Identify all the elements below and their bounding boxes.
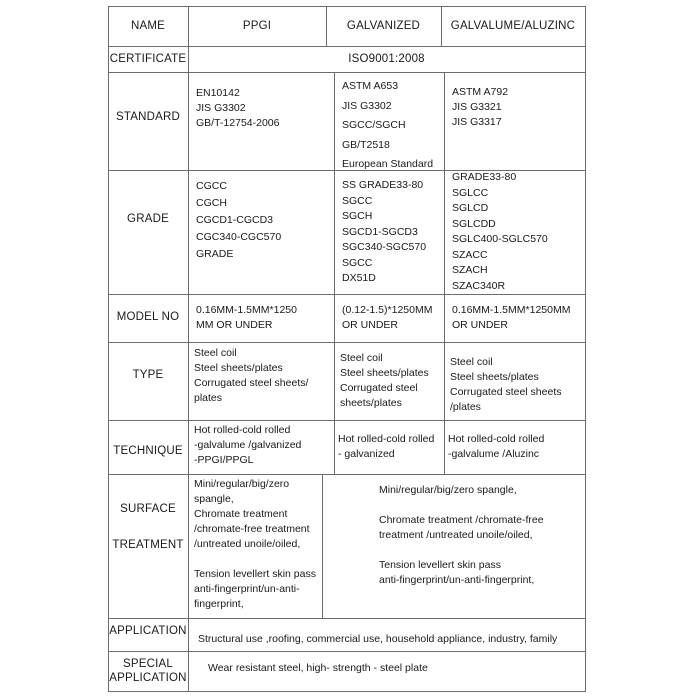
technique-galvalume-line: Hot rolled-cold rolled bbox=[448, 433, 545, 445]
surface-ppgi-line: fingerprint, bbox=[194, 598, 244, 610]
certificate-label: CERTIFICATE bbox=[109, 53, 187, 65]
model-galvalume bbox=[452, 303, 570, 333]
grade-galvanized-line: SGCH bbox=[342, 210, 373, 222]
surface-ppgi-line: anti-fingerprint/un-anti- bbox=[194, 583, 300, 595]
grid-line bbox=[108, 72, 586, 73]
header-name: NAME bbox=[130, 20, 166, 32]
type-galvanized-line: Corrugated steel bbox=[340, 382, 418, 394]
technique-ppgi-line: Hot rolled-cold rolled bbox=[194, 424, 291, 436]
grade-ppgi-line: CGCC bbox=[196, 180, 227, 192]
type-galvanized-line: Steel coil bbox=[340, 352, 383, 364]
type-galvalume-line: Steel coil bbox=[450, 356, 493, 368]
grade-galvalume-line: SGLC400-SGLC570 bbox=[452, 233, 548, 245]
surface-ppgi-line bbox=[194, 552, 316, 567]
standard-ppgi bbox=[196, 86, 279, 131]
grid-line bbox=[108, 6, 109, 692]
certificate-value: ISO9001:2008 bbox=[348, 53, 425, 65]
surface-shared-line bbox=[379, 543, 544, 558]
grade-ppgi-line: CGCH bbox=[196, 197, 227, 209]
technique-galvanized-line: Hot rolled-cold rolled bbox=[338, 433, 435, 445]
standard-galvalume-line: JIS G3317 bbox=[452, 116, 502, 128]
model-galvanized bbox=[342, 303, 432, 333]
grid-line bbox=[444, 72, 445, 474]
technique-label: TECHNIQUE bbox=[113, 445, 183, 457]
standard-galvanized-line: ASTM A653 bbox=[342, 80, 399, 92]
grade-ppgi bbox=[196, 178, 281, 263]
technique-ppgi-line: -galvalume /galvanized bbox=[194, 439, 302, 451]
special-value: Wear resistant steel, high- strength - steel plate bbox=[208, 662, 428, 674]
type-galvanized-line: Steel sheets/plates bbox=[340, 367, 429, 379]
type-ppgi-line: Corrugated steel sheets/ bbox=[194, 377, 309, 389]
type-ppgi bbox=[194, 346, 308, 406]
grade-label: GRADE bbox=[127, 213, 169, 225]
grid-line bbox=[188, 6, 189, 692]
grid-line bbox=[108, 691, 586, 692]
grade-galvalume-line: GRADE33-80 bbox=[452, 171, 517, 183]
type-galvalume-line: /plates bbox=[450, 401, 481, 413]
standard-galvalume-line: ASTM A792 bbox=[452, 86, 509, 98]
standard-galvalume bbox=[452, 85, 508, 130]
grade-galvalume-line: SGLCC bbox=[452, 186, 489, 199]
grade-galvanized bbox=[342, 178, 426, 287]
type-galvalume bbox=[450, 355, 561, 415]
grade-galvanized-line: DX51D bbox=[342, 272, 376, 284]
grid-line bbox=[108, 6, 586, 7]
type-label: TYPE bbox=[132, 369, 164, 381]
model-ppgi-line: MM OR UNDER bbox=[196, 319, 273, 331]
grade-galvalume-line: SZACC bbox=[452, 248, 488, 261]
special-label-line2: APPLICATION bbox=[109, 672, 187, 684]
grade-galvanized-line: SGCC bbox=[342, 194, 373, 207]
grade-galvanized-line: SGC340-SGC570 bbox=[342, 241, 427, 253]
technique-galvalume bbox=[448, 432, 544, 462]
surface-label-line1: SURFACE bbox=[120, 503, 176, 515]
grade-galvalume bbox=[452, 170, 548, 294]
grid-line bbox=[108, 294, 586, 295]
surface-shared-line: Tension levellert skin pass bbox=[379, 559, 501, 571]
grade-galvalume-line: SZAC340R bbox=[452, 279, 506, 292]
technique-ppgi-line: -PPGI/PPGL bbox=[194, 454, 254, 466]
type-galvanized-line: sheets/plates bbox=[340, 397, 402, 409]
surface-shared-line: treatment /untreated unoile/oiled, bbox=[379, 529, 533, 541]
model-galvanized-line: (0.12-1.5)*1250MM bbox=[342, 304, 433, 316]
standard-ppgi-line: GB/T-12754-2006 bbox=[196, 117, 280, 129]
grade-ppgi-line: GRADE bbox=[196, 248, 234, 260]
type-ppgi-line: plates bbox=[194, 392, 223, 404]
application-label: APPLICATION bbox=[109, 625, 187, 637]
model-galvalume-line: 0.16MM-1.5MM*1250MM bbox=[452, 304, 571, 316]
standard-galvanized-line: European Standard bbox=[342, 158, 434, 170]
model-label: MODEL NO bbox=[116, 311, 180, 323]
standard-label: STANDARD bbox=[115, 111, 180, 123]
grade-galvanized-line: SS GRADE33-80 bbox=[342, 179, 424, 191]
surface-ppgi-line: /untreated unoile/oiled, bbox=[194, 538, 301, 550]
surface-shared bbox=[379, 483, 544, 588]
grade-galvanized-line: SGCC bbox=[342, 256, 373, 269]
grid-line bbox=[108, 46, 586, 47]
standard-galvalume-line: JIS G3321 bbox=[452, 101, 502, 113]
grade-ppgi-line: CGCD1-CGCD3 bbox=[196, 214, 274, 226]
special-label-line1: SPECIAL bbox=[123, 658, 173, 670]
grade-galvalume-line: SGLCD bbox=[452, 202, 489, 214]
grid-line bbox=[108, 651, 586, 652]
type-ppgi-line: Steel sheets/plates bbox=[194, 362, 283, 374]
model-galvanized-line: OR UNDER bbox=[342, 319, 399, 331]
technique-galvanized bbox=[338, 432, 434, 462]
type-galvalume-line: Corrugated steel sheets bbox=[450, 386, 562, 398]
surface-ppgi-line: spangle, bbox=[194, 493, 234, 505]
header-galvalume: GALVALUME/ALUZINC bbox=[450, 20, 576, 32]
surface-label-line2: TREATMENT bbox=[112, 539, 184, 551]
surface-ppgi-line: Mini/regular/big/zero bbox=[194, 478, 290, 490]
surface-shared-line bbox=[379, 498, 544, 513]
surface-ppgi-line: Chromate treatment bbox=[194, 508, 288, 520]
grid-line bbox=[108, 474, 586, 475]
grade-galvalume-line: SZACH bbox=[452, 264, 488, 276]
surface-shared-line: Mini/regular/big/zero spangle, bbox=[379, 484, 517, 496]
standard-galvanized bbox=[342, 77, 433, 175]
application-value: Structural use ,roofing, commercial use, household appliance, industry, family bbox=[198, 633, 558, 645]
grade-ppgi-line: CGC340-CGC570 bbox=[196, 231, 282, 243]
surface-shared-line: anti-fingerprint/un-anti-fingerprint, bbox=[379, 574, 535, 586]
technique-ppgi bbox=[194, 423, 301, 468]
header-ppgi: PPGI bbox=[242, 20, 272, 32]
surface-ppgi bbox=[194, 477, 316, 612]
surface-shared-line: Chromate treatment /chromate-free bbox=[379, 514, 544, 526]
model-ppgi-line: 0.16MM-1.5MM*1250 bbox=[196, 304, 297, 316]
surface-ppgi-line: Tension levellert skin pass bbox=[194, 568, 316, 580]
technique-galvalume-line: -galvalume /Aluzinc bbox=[448, 448, 540, 460]
technique-galvanized-line: - galvanized bbox=[338, 448, 395, 460]
type-ppgi-line: Steel coil bbox=[194, 347, 237, 359]
grade-galvanized-line: SGCD1-SGCD3 bbox=[342, 225, 418, 238]
standard-galvanized-line: SGCC/SGCH bbox=[342, 119, 406, 131]
grid-line bbox=[108, 420, 586, 421]
standard-ppgi-line: JIS G3302 bbox=[196, 102, 246, 114]
grid-line bbox=[334, 72, 335, 474]
grid-line bbox=[108, 618, 586, 619]
model-galvalume-line: OR UNDER bbox=[452, 319, 509, 331]
header-galvanized: GALVANIZED bbox=[346, 20, 421, 32]
grid-line bbox=[108, 342, 586, 343]
surface-ppgi-line: /chromate-free treatment bbox=[194, 523, 310, 535]
type-galvanized bbox=[340, 351, 429, 411]
grid-line bbox=[322, 474, 323, 618]
grade-galvalume-line: SGLCDD bbox=[452, 217, 496, 230]
standard-galvanized-line: GB/T2518 bbox=[342, 138, 390, 151]
model-ppgi bbox=[196, 303, 297, 333]
grid-line bbox=[585, 6, 586, 692]
standard-galvanized-line: JIS G3302 bbox=[342, 99, 392, 112]
standard-ppgi-line: EN10142 bbox=[196, 87, 240, 99]
type-galvalume-line: Steel sheets/plates bbox=[450, 371, 539, 383]
